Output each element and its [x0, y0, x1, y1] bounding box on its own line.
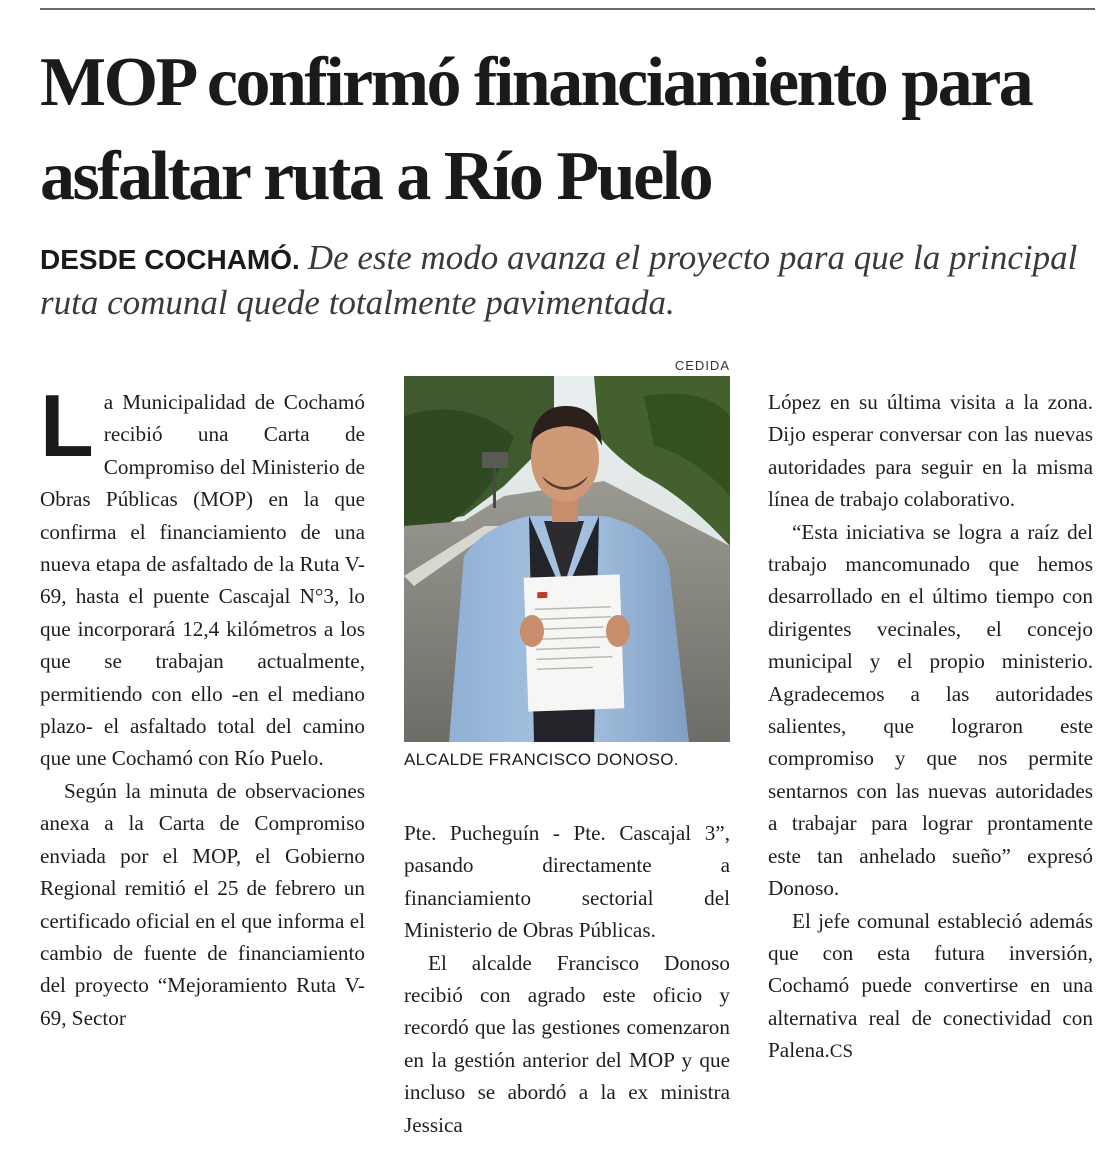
- paragraph: [40, 376, 365, 775]
- column-3: [768, 386, 1093, 1069]
- column-1: [40, 376, 365, 1034]
- end-mark: CS: [829, 1041, 854, 1063]
- headline: MOP confirmó financiamiento para asfaltar ruta a Río Puelo: [40, 44, 1032, 215]
- photo-image: [404, 376, 730, 742]
- photo: [404, 376, 730, 742]
- kicker: DESDE COCHAMÓ.: [40, 244, 300, 275]
- paragraph: López en su última visita a la zona. Dijo esperar conversar con las nuevas autoridades para seguir en la misma línea de trabajo colaborativo.: [768, 390, 1093, 512]
- photo-credit: CEDIDA: [674, 358, 730, 373]
- paragraph-text: El jefe comunal estableció además que con esta futura inversión, Cochamó puede convertirse en una alternativa real de conectividad con Palena.: [768, 908, 1093, 1063]
- deck-text: De este modo avanza el proyecto para que la principal ruta comunal quede totalmente pavimentada.: [40, 238, 1078, 322]
- paragraph-text: a Municipalidad de Cochamó recibió una Carta de Compromiso del Ministerio de Obras Públicas (MOP) en la que confirma el financiamiento de una nueva etapa de asfaltado de la Ruta V-69, hasta el puente Cascajal N°3, lo que incorporará 12,4 kilómetros a los que se trabajan actualmente, permitiendo con ello -en el mediano plazo- el asfaltado total del camino que une Cochamó con Río Puelo.: [40, 390, 365, 771]
- photo-caption: ALCALDE FRANCISCO DONOSO.: [404, 750, 679, 769]
- paragraph: El alcalde Francisco Donoso recibió con agrado este oficio y recordó que las gestiones comenzaron en la gestión anterior del MOP y que incluso se abordó a la ex ministra Jessica: [404, 950, 730, 1137]
- top-rule: [40, 8, 1095, 10]
- deck: [40, 236, 1100, 324]
- drop-cap: L: [40, 376, 94, 475]
- paragraph: Según la minuta de observaciones anexa a la Carta de Compromiso enviada por el MOP, el Gobierno Regional remitió el 25 de febrero un certificado oficial en el que informa el cambio de fuente de financiamiento del proyecto “Mejoramiento Ruta V-69, Sector: [40, 778, 365, 1030]
- column-2: [404, 817, 730, 1141]
- paragraph: “Esta iniciativa se logra a raíz del trabajo mancomunado que hemos desarrollado en el último tiempo con dirigentes vecinales, el concejo municipal y el propio ministerio. Agradecemos a las autoridades salientes, que lograron este compromiso y que nos permite sentarnos con las nuevas autoridades a trabajar para lograr prontamente este tan anhelado sueño” expresó Donoso.: [768, 519, 1093, 901]
- paragraph: Pte. Pucheguín - Pte. Cascajal 3”, pasando directamente a financiamiento sectorial del Ministerio de Obras Públicas.: [404, 821, 730, 943]
- paragraph: [768, 905, 1093, 1069]
